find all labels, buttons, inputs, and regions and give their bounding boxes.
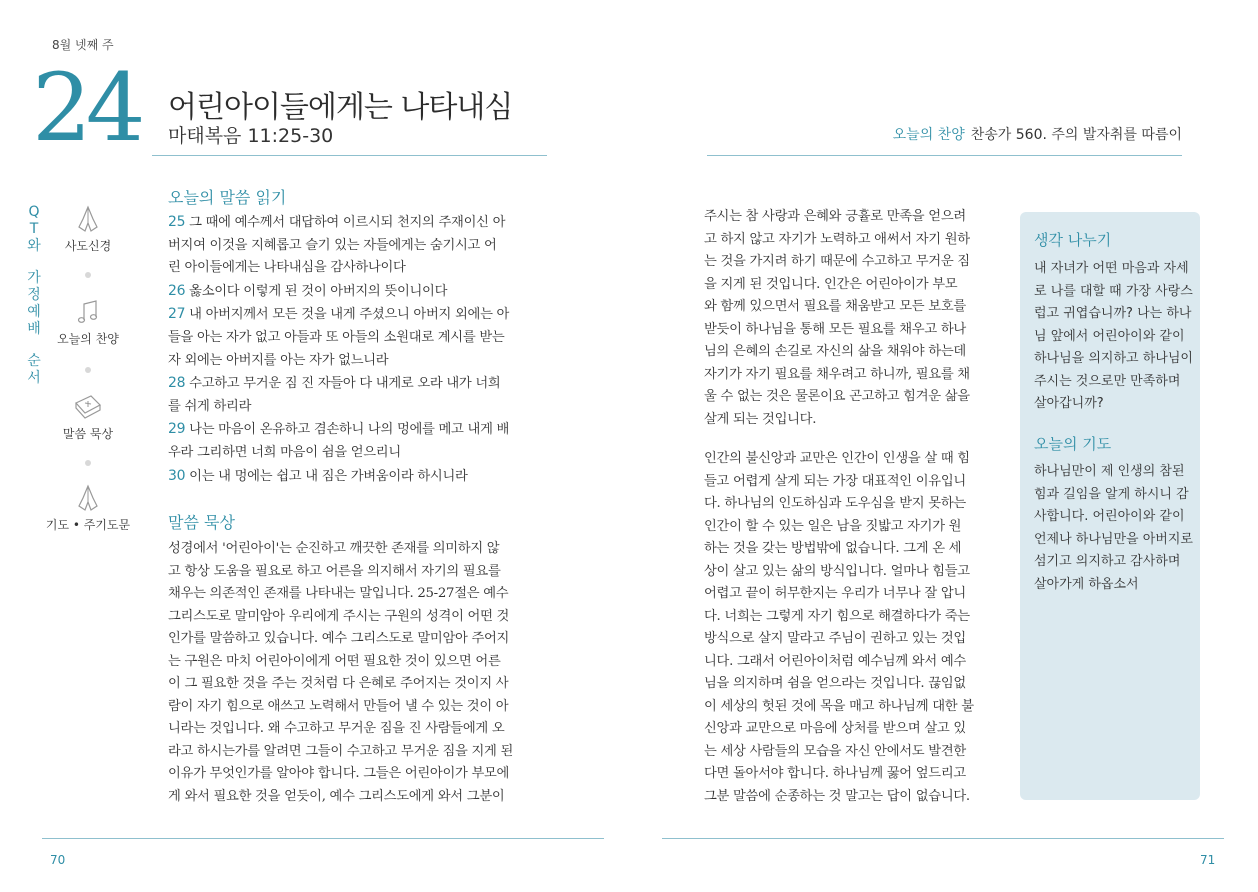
text-line: 섬기고 의지하고 감사하며 bbox=[1034, 554, 1181, 569]
vertical-char: 가 bbox=[27, 270, 41, 286]
text-line: 그리스도로 말미암아 우리에게 주시는 구원의 성격이 어떤 것 bbox=[168, 608, 510, 624]
hymn-label: 오늘의 찬양 bbox=[892, 127, 965, 143]
text-line: 채우는 의존적인 존재를 나타내는 말입니다. 25-27절은 예수 bbox=[168, 586, 509, 601]
reading-heading: 오늘의 말씀 읽기 bbox=[168, 188, 287, 207]
text-line: 인간의 불신앙과 교만은 인간이 인생을 살 때 힘 bbox=[704, 451, 970, 466]
praying-hands-icon bbox=[75, 484, 101, 512]
scripture-verses bbox=[168, 211, 546, 488]
verse-line bbox=[168, 211, 546, 235]
verse-text: 자 외에는 아버지를 아는 자가 없느니라 bbox=[168, 352, 389, 368]
day-number: 24 bbox=[32, 54, 140, 163]
header-divider-right bbox=[707, 155, 1182, 156]
vertical-gap bbox=[27, 338, 41, 353]
text-line: 하는 것을 갖는 방법밖에 없습니다. 그게 온 세 bbox=[704, 541, 962, 556]
text-line: 님 앞에서 어린아이와 같이 bbox=[1034, 328, 1185, 344]
text-line: 럽고 귀엽습니까? 나는 하나 bbox=[1034, 306, 1192, 321]
verse-number: 30 bbox=[168, 467, 186, 484]
verse-line bbox=[168, 327, 546, 350]
text-line: 로 나를 대할 때 가장 사랑스 bbox=[1034, 283, 1193, 299]
vertical-char: 서 bbox=[27, 370, 41, 386]
verse-line bbox=[168, 396, 546, 419]
text-line: 는 구원은 마치 어린아이에게 어떤 필요한 것이 있으면 어른 bbox=[168, 653, 501, 669]
verse-number: 27 bbox=[168, 306, 186, 323]
verse-line bbox=[168, 418, 546, 442]
meditation-paragraph-2 bbox=[704, 206, 996, 431]
text-line: 다면 돌아서야 합니다. 하나님께 꿇어 엎드리고 bbox=[704, 766, 966, 781]
verse-text: 이는 내 멍에는 쉽고 내 짐은 가벼움이라 하시니라 bbox=[185, 468, 468, 484]
step-separator-dot bbox=[85, 272, 91, 278]
text-line: 이유가 무엇인가를 알아야 합니다. 그들은 어린아이가 부모에 bbox=[168, 766, 510, 781]
verse-line bbox=[168, 442, 546, 465]
vertical-char: 배 bbox=[27, 321, 41, 337]
verse-line bbox=[168, 280, 546, 304]
text-line: 언제나 하나님만을 아버지로 bbox=[1034, 531, 1193, 547]
step-separator-dot bbox=[85, 367, 91, 373]
verse-text: 우라 그리하면 너희 마음이 쉼을 얻으리니 bbox=[168, 444, 401, 460]
text-line: 주시는 참 사랑과 은혜와 긍휼로 만족을 얻으려 bbox=[704, 209, 966, 224]
meditation-paragraph-3 bbox=[704, 448, 996, 808]
hymn-value: 찬송가 560. 주의 발자취를 따름이 bbox=[970, 127, 1182, 143]
step-label: 기도 • 주기도문 bbox=[45, 518, 131, 532]
sharing-heading: 생각 나누기 bbox=[1034, 231, 1112, 249]
verse-line bbox=[168, 350, 546, 373]
step-todays-hymn bbox=[43, 298, 133, 347]
step-word-meditation bbox=[43, 393, 133, 442]
verse-text: 수고하고 무거운 짐 진 자들아 다 내게로 오라 내가 너희 bbox=[185, 376, 501, 392]
verse-line bbox=[168, 465, 546, 489]
verse-text: 그 때에 예수께서 대답하여 이르시되 천지의 주재이신 아 bbox=[185, 215, 506, 230]
page-number-right: 71 bbox=[1200, 853, 1216, 867]
verse-text: 린 아이들에게는 나타내심을 감사하나이다 bbox=[168, 260, 406, 276]
step-separator-dot bbox=[85, 460, 91, 466]
text-line: 고 항상 도움을 필요로 하고 어른을 의지해서 자기의 필요를 bbox=[168, 563, 501, 579]
text-line: 살게 되는 것입니다. bbox=[704, 411, 817, 427]
verse-line bbox=[168, 303, 546, 327]
text-line: 살아갑니까? bbox=[1034, 396, 1104, 411]
text-line: 니다. 그래서 어린아이처럼 예수님께 와서 예수 bbox=[704, 653, 966, 669]
step-apostles-creed bbox=[43, 205, 133, 254]
text-line: 어렵고 끝이 허무한지는 우리가 너무나 잘 압니 bbox=[704, 586, 966, 601]
text-line: 고 하지 않고 자기가 노력하고 애써서 자기 원하 bbox=[704, 231, 970, 247]
text-line: 사합니다. 어린아이와 같이 bbox=[1034, 509, 1185, 524]
step-label: 사도신경 bbox=[64, 239, 112, 253]
step-prayer bbox=[43, 484, 133, 533]
todays-hymn bbox=[893, 124, 1182, 144]
verse-number: 26 bbox=[168, 282, 186, 299]
verse-number: 25 bbox=[168, 214, 186, 230]
verse-line bbox=[168, 257, 546, 280]
text-line: 방식으로 살지 말라고 주님이 권하고 있는 것입 bbox=[704, 631, 966, 646]
text-line: 들고 어렵게 살게 되는 가장 대표적인 이유입니 bbox=[704, 473, 966, 489]
vertical-char: Q bbox=[28, 204, 40, 220]
footer-divider-left bbox=[42, 838, 604, 839]
vertical-char: 와 bbox=[27, 238, 41, 254]
meditation-paragraph-1 bbox=[168, 538, 548, 808]
step-label: 말씀 묵상 bbox=[62, 427, 114, 441]
scripture-reference: 마태복음 11:25-30 bbox=[168, 125, 334, 147]
verse-text: 옳소이다 이렇게 된 것이 아버지의 뜻이니이다 bbox=[185, 283, 448, 299]
text-line: 는 것을 가지려 하기 때문에 수고하고 무거운 짐 bbox=[704, 254, 970, 269]
page-title: 어린아이들에게는 나타내심 bbox=[168, 90, 513, 125]
text-line: 내 자녀가 어떤 마음과 자세 bbox=[1034, 261, 1189, 276]
verse-text: 나는 마음이 온유하고 겸손하니 나의 멍에를 메고 내게 배 bbox=[185, 422, 510, 438]
text-line: 는 세상 사람들의 모습을 자신 안에서도 발견한 bbox=[704, 743, 966, 759]
footer-divider-right bbox=[662, 838, 1224, 839]
vertical-gap bbox=[27, 255, 41, 270]
vertical-char: 순 bbox=[27, 353, 41, 369]
page-number-left: 70 bbox=[50, 853, 66, 867]
verse-line bbox=[168, 235, 546, 258]
verse-text: 버지여 이것을 지혜롭고 슬기 있는 자들에게는 숨기시고 어 bbox=[168, 237, 497, 253]
text-line: 인가를 말씀하고 있습니다. 예수 그리스도로 말미암아 주어지 bbox=[168, 631, 510, 646]
vertical-char: 정 bbox=[27, 287, 41, 303]
text-line: 을 지게 된 것입니다. 인간은 어린아이가 부모 bbox=[704, 276, 958, 292]
text-line: 하나님만이 제 인생의 참된 bbox=[1034, 464, 1185, 479]
text-line: 울 수 없는 것은 물론이요 곤고하고 힘겨운 삶을 bbox=[704, 389, 970, 404]
verse-text: 내 아버지께서 모든 것을 내게 주셨으니 아버지 외에는 아 bbox=[185, 307, 510, 323]
verse-text: 들을 아는 자가 없고 아들과 또 아들의 소원대로 계시를 받는 bbox=[168, 329, 505, 345]
prayer-text bbox=[1034, 461, 1193, 596]
text-line: 그분 말씀에 순종하는 것 말고는 답이 없습니다. bbox=[704, 788, 970, 804]
text-line: 와 함께 있으면서 필요를 채움받고 모든 보호를 bbox=[704, 299, 966, 314]
verse-number: 29 bbox=[168, 421, 186, 438]
vertical-char: T bbox=[29, 221, 39, 237]
text-line: 람이 자기 힘으로 애쓰고 노력해서 만들어 낼 수 있는 것이 아 bbox=[168, 698, 509, 714]
text-line: 주시는 것으로만 만족하며 bbox=[1034, 373, 1181, 389]
header-divider-left bbox=[152, 155, 547, 156]
music-note-icon bbox=[75, 298, 101, 326]
text-line: 님을 의지하며 쉼을 얻으라는 것입니다. 끊임없 bbox=[704, 676, 966, 691]
text-line: 이 그 필요한 것을 주는 것처럼 다 은혜로 주어지는 것이지 사 bbox=[168, 676, 509, 691]
text-line: 받듯이 하나님을 통해 모든 필요를 채우고 하나 bbox=[704, 321, 966, 337]
text-line: 게 와서 필요한 것을 얻듯이, 예수 그리스도에게 와서 그분이 bbox=[168, 788, 505, 804]
text-line: 살아가게 하옵소서 bbox=[1034, 576, 1139, 592]
text-line: 자기가 자기 필요를 채우려고 하니까, 필요를 채 bbox=[704, 366, 970, 382]
step-label: 오늘의 찬양 bbox=[57, 332, 119, 346]
sidebar-vertical-title bbox=[27, 204, 41, 387]
vertical-char: 예 bbox=[27, 304, 41, 320]
text-line: 힘과 길임을 알게 하시니 감 bbox=[1034, 486, 1189, 502]
text-line: 성경에서 '어린아이'는 순진하고 깨끗한 존재를 의미하지 않 bbox=[168, 541, 500, 556]
text-line: 니라는 것입니다. 왜 수고하고 무거운 짐을 진 사람들에게 오 bbox=[168, 721, 505, 736]
meditation-heading: 말씀 묵상 bbox=[168, 513, 235, 532]
verse-line bbox=[168, 372, 546, 396]
bible-icon bbox=[73, 393, 103, 421]
text-line: 신앙과 교만으로 마음에 상처를 받으며 살고 있 bbox=[704, 721, 966, 736]
week-label: 8월 넷째 주 bbox=[52, 38, 114, 52]
text-line: 다. 하나님의 인도하심과 도우심을 받지 못하는 bbox=[704, 496, 966, 511]
prayer-heading: 오늘의 기도 bbox=[1034, 435, 1112, 453]
text-line: 이 세상의 헛된 것에 목을 매고 하나님께 대한 불 bbox=[704, 698, 974, 714]
verse-number: 28 bbox=[168, 375, 186, 392]
praying-hands-icon bbox=[75, 205, 101, 233]
text-line: 인간이 할 수 있는 일은 남을 짓밟고 자기가 원 bbox=[704, 518, 962, 534]
text-line: 다. 너희는 그렇게 자기 힘으로 해결하다가 죽는 bbox=[704, 608, 970, 624]
text-line: 상이 살고 있는 삶의 방식입니다. 얼마나 힘들고 bbox=[704, 563, 970, 579]
text-line: 님의 은혜의 손길로 자신의 삶을 채워야 하는데 bbox=[704, 344, 966, 359]
sharing-text bbox=[1034, 258, 1193, 416]
text-line: 하나님을 의지하고 하나님이 bbox=[1034, 351, 1193, 366]
text-line: 라고 하시는가를 알려면 그들이 수고하고 무거운 짐을 지게 된 bbox=[168, 743, 514, 759]
reflection-box bbox=[1020, 212, 1200, 800]
verse-text: 를 쉬게 하리라 bbox=[168, 398, 252, 414]
